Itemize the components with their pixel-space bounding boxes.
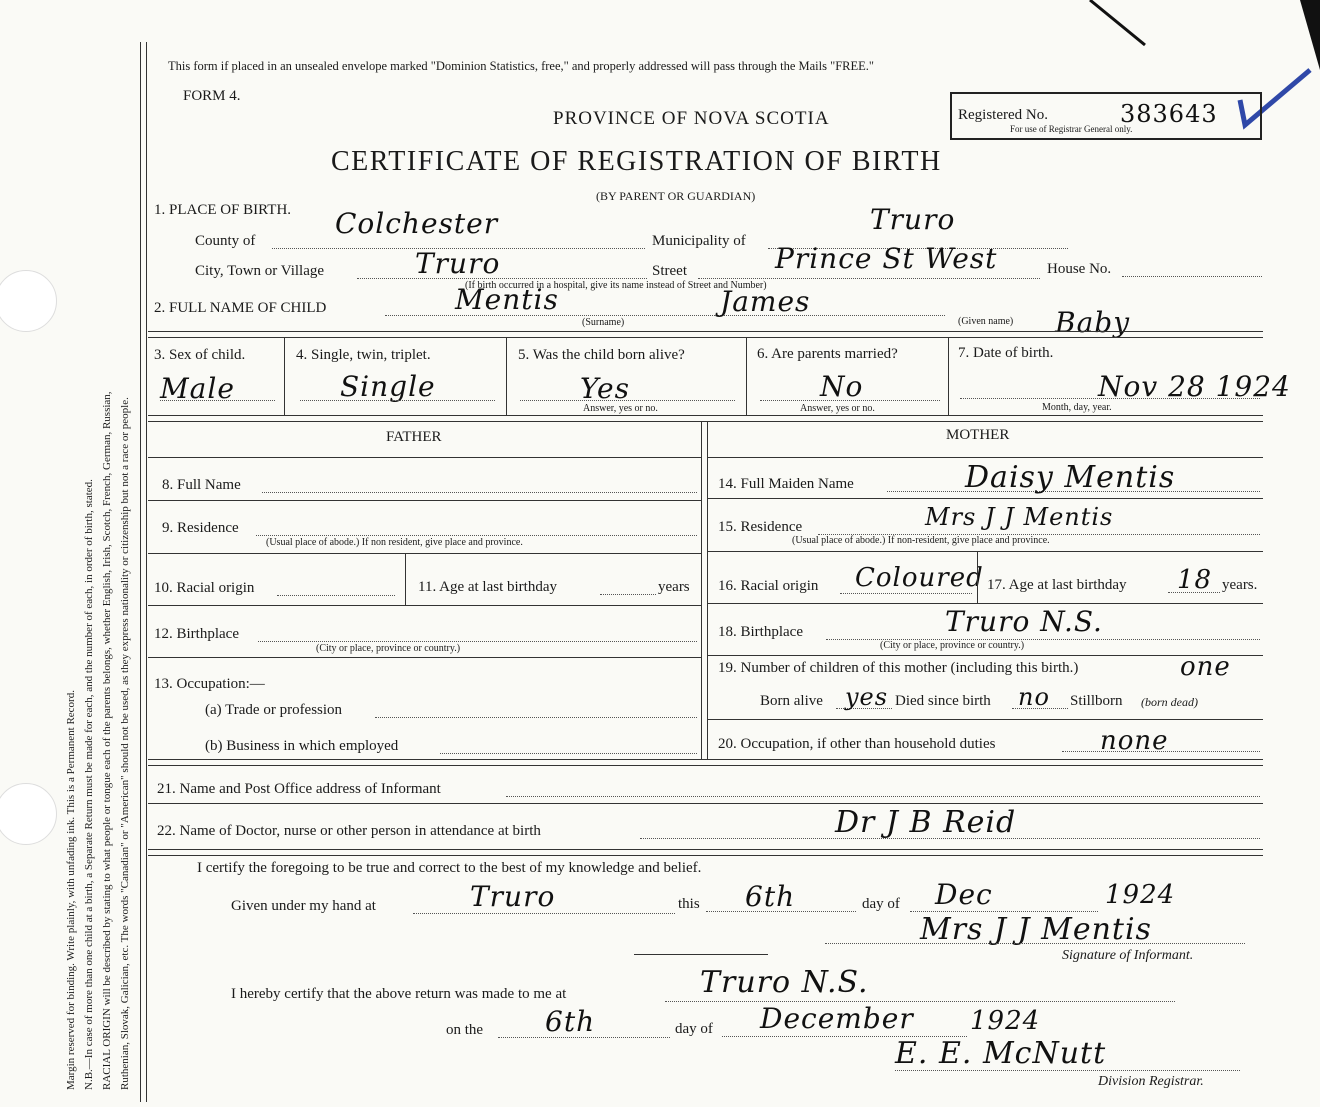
certify-year-value: 1924 bbox=[1105, 880, 1176, 910]
mother-children-value: one bbox=[1180, 652, 1231, 682]
place-of-birth-label: 1. PLACE OF BIRTH. bbox=[154, 202, 292, 218]
single-twin-value: Single bbox=[340, 370, 436, 403]
informant-signature-label: Signature of Informant. bbox=[1062, 948, 1194, 963]
father-years-label: years bbox=[658, 579, 690, 595]
margin-border bbox=[140, 42, 141, 1102]
parents-married-value: No bbox=[820, 370, 864, 403]
margin-note-3: RACIAL ORIGIN will be described by stating to what people or tongue each of the parents belongs, whether English, Irish, Scotch, French, German, Russian, bbox=[101, 391, 113, 1090]
margin-note-1: Margin reserved for binding. Write plainly, with unfading ink. This is a Permanent Record. bbox=[65, 690, 77, 1090]
punch-hole-bottom bbox=[0, 783, 57, 845]
certificate-title: CERTIFICATE OF REGISTRATION OF BIRTH bbox=[331, 146, 942, 177]
mother-years-label: years. bbox=[1222, 577, 1258, 593]
single-twin-label: 4. Single, twin, triplet. bbox=[296, 347, 431, 363]
hospital-note: (If birth occurred in a hospital, give its name instead of Street and Number) bbox=[465, 280, 767, 291]
doctor-label: 22. Name of Doctor, nurse or other person in attendance at birth bbox=[157, 823, 541, 839]
mother-race-label: 16. Racial origin bbox=[718, 578, 819, 594]
sex-label: 3. Sex of child. bbox=[154, 347, 246, 363]
born-alive-label: 5. Was the child born alive? bbox=[518, 347, 685, 363]
born-alive-count-label: Born alive bbox=[760, 693, 823, 709]
mother-age-label: 17. Age at last birthday bbox=[987, 577, 1127, 593]
registered-number: 383643 bbox=[1120, 100, 1218, 128]
registrar-only-note: For use of Registrar General only. bbox=[1010, 124, 1133, 134]
certify-day-of-label: day of bbox=[862, 896, 900, 912]
province-heading: PROVINCE OF NOVA SCOTIA bbox=[553, 108, 830, 129]
mother-residence-label: 15. Residence bbox=[718, 519, 803, 535]
registrar-place-value: Truro N.S. bbox=[700, 965, 869, 1000]
father-age-label: 11. Age at last birthday bbox=[418, 579, 557, 595]
date-of-birth-value: Nov 28 1924 bbox=[1098, 370, 1291, 403]
father-residence-label: 9. Residence bbox=[162, 520, 239, 536]
registrar-day-value: 6th bbox=[545, 1005, 596, 1038]
certify-day-value: 6th bbox=[745, 880, 796, 913]
father-trade-label: (a) Trade or profession bbox=[205, 702, 343, 718]
child-surname: Mentis bbox=[455, 283, 559, 316]
punch-hole-top bbox=[0, 270, 57, 332]
father-name-label: 8. Full Name bbox=[162, 477, 241, 493]
child-name-label: 2. FULL NAME OF CHILD bbox=[154, 300, 327, 316]
father-business-label: (b) Business in which employed bbox=[205, 738, 399, 754]
municipality-value: Truro bbox=[870, 203, 956, 236]
died-since-birth-value: no bbox=[1018, 683, 1050, 711]
house-no-label: House No. bbox=[1047, 261, 1112, 277]
mother-children-label: 19. Number of children of this mother (including this birth.) bbox=[718, 660, 1079, 676]
parents-married-label: 6. Are parents married? bbox=[757, 346, 898, 362]
this-label: this bbox=[678, 896, 700, 912]
mother-race-value: Coloured bbox=[855, 563, 984, 593]
child-extra-name: Baby bbox=[1055, 306, 1131, 339]
mother-name-value: Daisy Mentis bbox=[965, 460, 1176, 495]
margin-note-2: N.B.—In case of more than one child at a birth, a Separate Return must be made for each, and the number of each, in order of birth, stated. bbox=[83, 479, 95, 1090]
born-alive-value: Yes bbox=[580, 372, 630, 405]
mother-occupation-value: none bbox=[1100, 726, 1169, 756]
date-of-birth-label: 7. Date of birth. bbox=[958, 345, 1054, 361]
municipality-label: Municipality of bbox=[652, 233, 746, 249]
given-under-hand-label: Given under my hand at bbox=[231, 898, 376, 914]
father-heading: FATHER bbox=[386, 429, 442, 445]
informant-signature: Mrs J J Mentis bbox=[920, 912, 1152, 947]
mother-birthplace-note: (City or place, province or country.) bbox=[880, 640, 1025, 651]
mother-birthplace-label: 18. Birthplace bbox=[718, 624, 803, 640]
mother-occupation-label: 20. Occupation, if other than household duties bbox=[718, 736, 996, 752]
mother-birthplace-value: Truro N.S. bbox=[945, 605, 1103, 638]
certificate-subtitle: (BY PARENT OR GUARDIAN) bbox=[596, 189, 756, 203]
registrar-certify-label: I hereby certify that the above return was made to me at bbox=[231, 986, 567, 1002]
registrar-on-the-label: on the bbox=[446, 1022, 484, 1038]
mother-residence-value: Mrs J J Mentis bbox=[925, 503, 1114, 531]
born-alive-count-value: yes bbox=[845, 683, 889, 711]
surname-note: (Surname) bbox=[582, 317, 625, 328]
given-name-note: (Given name) bbox=[958, 316, 1014, 327]
doctor-name-value: Dr J B Reid bbox=[835, 805, 1017, 840]
mail-notice: This form if placed in an unsealed envelope marked "Dominion Statistics, free," and properly addressed will pass through the Mails "FREE." bbox=[168, 59, 875, 73]
street-value: Prince St West bbox=[775, 242, 998, 275]
mother-heading: MOTHER bbox=[946, 427, 1010, 443]
registrar-signature: E. E. McNutt bbox=[895, 1036, 1107, 1071]
mother-residence-note: (Usual place of abode.) If non-resident, give place and province. bbox=[792, 535, 1050, 546]
form-number: FORM 4. bbox=[183, 88, 241, 104]
certify-statement: I certify the foregoing to be true and correct to the best of my knowledge and belief. bbox=[197, 860, 702, 876]
county-label: County of bbox=[195, 233, 256, 249]
street-label: Street bbox=[652, 263, 687, 279]
father-race-label: 10. Racial origin bbox=[154, 580, 255, 596]
county-value: Colchester bbox=[335, 207, 499, 240]
registrar-signature-label: Division Registrar. bbox=[1098, 1074, 1204, 1089]
informant-label: 21. Name and Post Office address of Informant bbox=[157, 781, 441, 797]
city-label: City, Town or Village bbox=[195, 263, 325, 279]
parents-married-note: Answer, yes or no. bbox=[800, 403, 875, 414]
father-birthplace-label: 12. Birthplace bbox=[154, 626, 239, 642]
given-place-value: Truro bbox=[470, 880, 556, 913]
margin-note-4: Ruthenian, Slovak, Galician, etc. The words "Canadian" or "American" should not be used, as they express nationality or citizenship but not a race or people. bbox=[119, 397, 131, 1090]
registrar-day-of-label: day of bbox=[675, 1021, 713, 1037]
registrar-year-value: 1924 bbox=[970, 1006, 1041, 1036]
mother-age-value: 18 bbox=[1177, 565, 1213, 595]
mother-name-label: 14. Full Maiden Name bbox=[718, 476, 854, 492]
city-value: Truro bbox=[415, 247, 501, 280]
margin-border-2 bbox=[146, 42, 147, 1102]
sex-value: Male bbox=[160, 372, 235, 405]
died-since-birth-label: Died since birth bbox=[895, 693, 991, 709]
father-birthplace-note: (City or place, province or country.) bbox=[316, 643, 461, 654]
child-given-name: James bbox=[720, 285, 811, 318]
registered-label: Registered No. bbox=[958, 107, 1048, 123]
father-residence-note: (Usual place of abode.) If non resident, give place and province. bbox=[266, 537, 523, 548]
stillborn-label: Stillborn bbox=[1070, 693, 1123, 709]
born-alive-note: Answer, yes or no. bbox=[583, 403, 658, 414]
registrar-month-value: December bbox=[760, 1002, 914, 1035]
date-of-birth-note: Month, day, year. bbox=[1042, 402, 1112, 413]
father-occupation-label: 13. Occupation:— bbox=[154, 676, 265, 692]
stillborn-note: (born dead) bbox=[1141, 695, 1198, 709]
certify-month-value: Dec bbox=[935, 878, 993, 911]
